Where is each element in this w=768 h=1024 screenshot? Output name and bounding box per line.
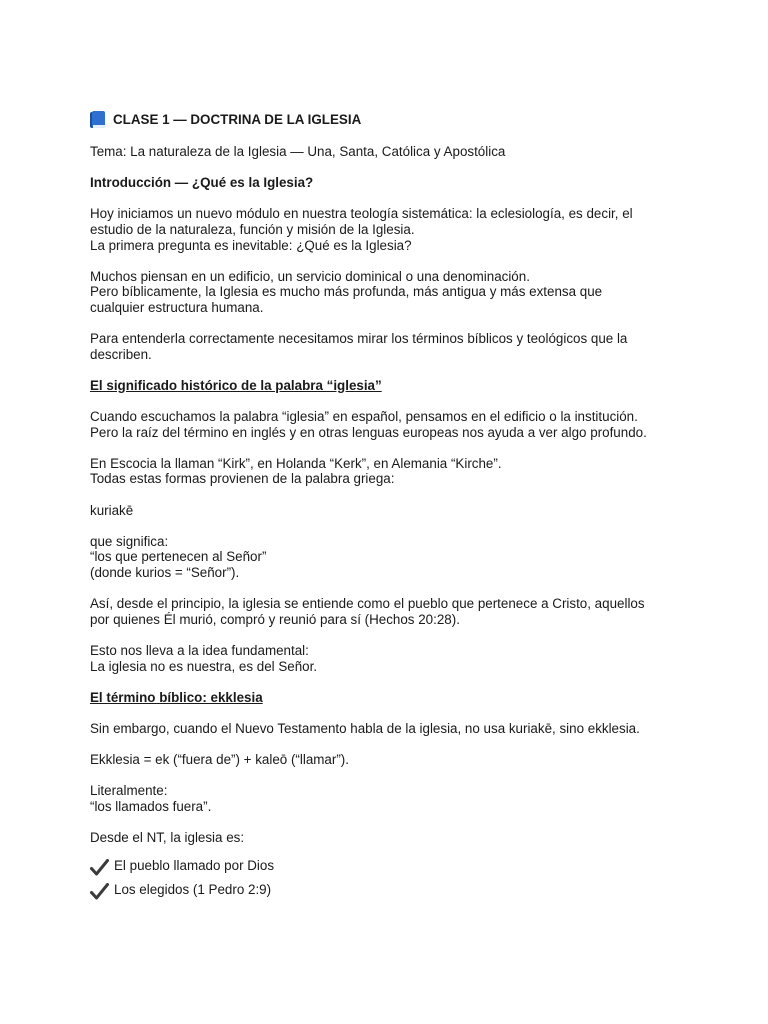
intro-paragraph-1 <box>90 206 690 253</box>
bib-heading: El término bíblico: ekklesia <box>90 689 263 705</box>
line: Esto nos lleva a la idea fundamental: <box>90 643 309 658</box>
line: Así, desde el principio, la iglesia se entiende como el pueblo que pertenece a Cristo, aquellos <box>90 596 645 612</box>
hist-paragraph-2 <box>90 456 690 487</box>
hist-paragraph-1 <box>90 409 690 440</box>
hist-heading: El significado histórico de la palabra “iglesia” <box>90 377 382 393</box>
list-item-text: El pueblo llamado por Dios <box>114 858 275 874</box>
line: Hoy iniciamos un nuevo módulo en nuestra teología sistemática: la eclesiología, es decir, el <box>90 206 633 222</box>
line: “los que pertenecen al Señor” <box>90 549 267 565</box>
check-mark-icon <box>90 883 109 900</box>
line: Cuando escuchamos la palabra “iglesia” en español, pensamos en el edificio o la institución. <box>90 409 638 425</box>
hist-paragraph-5 <box>90 643 690 674</box>
line: En Escocia la llaman “Kirk”, en Holanda “Kerk”, en Alemania “Kirche”. <box>90 455 502 471</box>
line: Muchos piensan en un edificio, un servicio dominical o una denominación. <box>90 268 530 284</box>
list-item <box>90 858 690 875</box>
bib-paragraph-1: Sin embargo, cuando el Nuevo Testamento habla de la iglesia, no usa kuriakē, sino ekklesia. <box>90 720 640 736</box>
document-title <box>90 111 690 129</box>
title-text: CLASE 1 — DOCTRINA DE LA IGLESIA <box>113 112 362 128</box>
greek-word: kuriakē <box>90 502 134 518</box>
line: por quienes Él murió, compró y reunió para sí (Hechos 20:28). <box>90 611 460 627</box>
bib-paragraph-4: Desde el NT, la iglesia es: <box>90 830 245 846</box>
check-mark-icon <box>90 859 109 876</box>
book-icon <box>90 111 106 129</box>
intro-paragraph-3 <box>90 331 690 362</box>
intro-heading: Introducción — ¿Qué es la Iglesia? <box>90 175 314 191</box>
line: que significa: <box>90 533 169 549</box>
line: “los llamados fuera”. <box>90 798 212 814</box>
line: La iglesia no es nuestra, es del Señor. <box>90 658 318 674</box>
line: (donde kurios = “Señor”). <box>90 565 240 581</box>
line: Para entenderla correctamente necesitamos mirar los términos bíblicos y teológicos que la <box>90 331 628 347</box>
hist-paragraph-4 <box>90 596 690 627</box>
line: describen. <box>90 346 152 362</box>
line: Pero la raíz del término en inglés y en otras lenguas europeas nos ayuda a ver algo profundo. <box>90 424 647 440</box>
line: estudio de la naturaleza, función y misión de la Iglesia. <box>90 221 415 237</box>
list-item <box>90 882 690 899</box>
line: Pero bíblicamente, la Iglesia es mucho más profunda, más antigua y más extensa que <box>90 284 603 300</box>
line: La primera pregunta es inevitable: ¿Qué es la Iglesia? <box>90 237 412 253</box>
bib-paragraph-2: Ekklesia = ek (“fuera de”) + kaleō (“llamar”). <box>90 752 349 768</box>
intro-paragraph-2 <box>90 269 690 316</box>
line: cualquier estructura humana. <box>90 299 264 315</box>
tema-line: Tema: La naturaleza de la Iglesia — Una, Santa, Católica y Apostólica <box>90 144 506 159</box>
line: Todas estas formas provienen de la palabra griega: <box>90 471 395 487</box>
list-item-text: Los elegidos (1 Pedro 2:9) <box>114 882 272 898</box>
document-page <box>90 111 690 906</box>
line: Literalmente: <box>90 783 168 799</box>
hist-paragraph-3 <box>90 534 690 581</box>
bib-paragraph-3 <box>90 783 690 814</box>
